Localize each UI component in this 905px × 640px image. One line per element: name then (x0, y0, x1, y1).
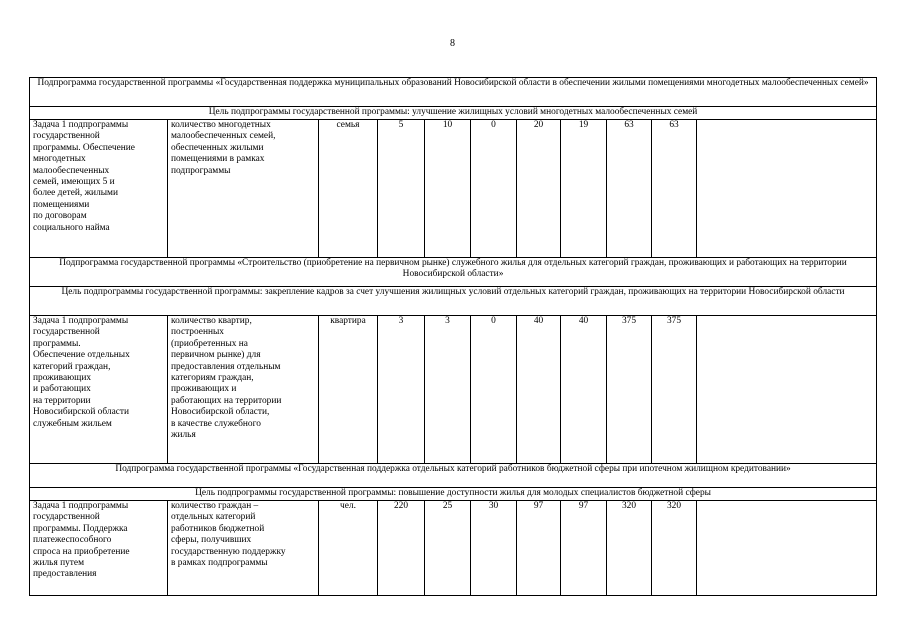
note-cell (697, 316, 877, 464)
indicator-text-line: жилья (171, 430, 196, 441)
table-row (30, 501, 877, 596)
task-text-line: служебным жильем (33, 418, 112, 429)
unit-cell: семья (319, 120, 378, 258)
value-cell: 375 (607, 316, 652, 464)
task-text-line: семей, имеющих 5 и (33, 177, 115, 188)
note-cell (697, 501, 877, 596)
indicator-text-line: работников бюджетной (171, 523, 265, 534)
indicator-text-line: количество многодетных (171, 120, 271, 130)
indicator-text-line: обеспеченных жилыми (171, 142, 264, 153)
value-cell: 220 (378, 501, 425, 596)
indicator-text-line: работающих на территории (171, 395, 282, 406)
indicator-text-line: построенных (171, 327, 224, 338)
indicator-text-line: предоставления отдельным (171, 361, 281, 372)
task-text-line: государственной (33, 131, 100, 142)
task-text-line: более детей, жилыми (33, 188, 118, 199)
task-text-line: программы. Обеспечение (33, 142, 135, 153)
value-cell: 0 (471, 316, 517, 464)
indicator-text-line: отдельных категорий (171, 512, 256, 523)
value-cell: 63 (607, 120, 652, 258)
goal-header: Цель подпрограммы государственной программы: улучшение жилищных условий многодетных малообеспеченных семей (30, 107, 877, 120)
subprogram-header: Подпрограмма государственной программы «Строительство (приобретение на первичном рынке) служебного жилья для отдельных категорий граждан, проживающих и работающих на территории Новосибирской области» (30, 258, 877, 287)
value-cell: 10 (425, 120, 471, 258)
indicator-text-line: Новосибирской области, (171, 407, 270, 418)
indicator-text-line: сферы, получивших (171, 535, 252, 546)
task-text-line: Задача 1 подпрограммы (33, 120, 129, 130)
indicator-text-line: (приобретенных на (171, 338, 248, 349)
goal-header: Цель подпрограммы государственной программы: закрепление кадров за счет улучшения жилищных условий отдельных категорий граждан, проживающих на территории Новосибирской области (30, 287, 877, 316)
value-cell: 30 (471, 501, 517, 596)
unit-cell: квартира (319, 316, 378, 464)
task-text-line: государственной (33, 512, 100, 523)
task-cell (30, 316, 168, 464)
indicator-cell (168, 120, 319, 258)
task-text-line: Новосибирской области (33, 407, 130, 418)
value-cell: 40 (561, 316, 607, 464)
task-cell (30, 501, 168, 596)
task-text-line: платежеспособного (33, 535, 112, 546)
task-text-line: программы. Поддержка (33, 523, 128, 534)
value-cell: 19 (561, 120, 607, 258)
task-text-line: программы. (33, 338, 81, 349)
value-cell: 320 (652, 501, 697, 596)
indicator-text-line: государственную поддержку (171, 546, 286, 557)
indicator-text-line: малообеспеченных семей, (171, 131, 276, 142)
subprogram-header: Подпрограмма государственной программы «Государственная поддержка муниципальных образований Новосибирской области в обеспечении жилыми помещениями многодетных малообеспеченных семей» (30, 78, 877, 107)
task-text-line: предоставления (33, 569, 97, 580)
table-row (30, 316, 877, 464)
value-cell: 63 (652, 120, 697, 258)
task-text-line: на территории (33, 395, 91, 406)
value-cell: 3 (378, 316, 425, 464)
value-cell: 3 (425, 316, 471, 464)
indicators-table (29, 77, 877, 596)
task-text-line: многодетных (33, 154, 86, 165)
indicator-text-line: подпрограммы (171, 165, 231, 176)
indicator-text-line: в рамках подпрограммы (171, 558, 268, 569)
value-cell: 20 (517, 120, 561, 258)
goal-header: Цель подпрограммы государственной программы: повышение доступности жилья для молодых специалистов бюджетной сферы (30, 488, 877, 501)
task-text-line: спроса на приобретение (33, 546, 130, 557)
page-number: 8 (450, 38, 455, 49)
task-text-line: Задача 1 подпрограммы (33, 316, 129, 326)
task-text-line: по договорам (33, 211, 87, 222)
value-cell: 25 (425, 501, 471, 596)
task-text-line: проживающих (33, 373, 92, 384)
indicator-cell (168, 501, 319, 596)
task-text-line: Обеспечение отдельных (33, 350, 130, 361)
task-text-line: и работающих (33, 384, 91, 395)
task-cell (30, 120, 168, 258)
value-cell: 40 (517, 316, 561, 464)
subprogram-header: Подпрограмма государственной программы «Государственная поддержка отдельных категорий работников бюджетной сферы при ипотечном жилищном кредитовании» (30, 464, 877, 488)
task-text-line: социального найма (33, 222, 110, 233)
value-cell: 375 (652, 316, 697, 464)
value-cell: 0 (471, 120, 517, 258)
value-cell: 97 (561, 501, 607, 596)
task-text-line: жилья путем (33, 558, 84, 569)
task-text-line: категорий граждан, (33, 361, 111, 372)
indicator-text-line: в качестве служебного (171, 418, 261, 429)
value-cell: 97 (517, 501, 561, 596)
value-cell: 320 (607, 501, 652, 596)
task-text-line: малообеспеченных (33, 165, 110, 176)
indicator-text-line: помещениями в рамках (171, 154, 265, 165)
task-text-line: Задача 1 подпрограммы (33, 501, 129, 511)
table-row (30, 120, 877, 258)
indicator-text-line: проживающих и (171, 384, 237, 395)
indicator-text-line: количество граждан – (171, 501, 259, 511)
indicator-text-line: категориям граждан, (171, 373, 254, 384)
indicator-text-line: первичном рынке) для (171, 350, 261, 361)
note-cell (697, 120, 877, 258)
unit-cell: чел. (319, 501, 378, 596)
task-text-line: государственной (33, 327, 100, 338)
indicator-text-line: количество квартир, (171, 316, 252, 326)
indicator-cell (168, 316, 319, 464)
value-cell: 5 (378, 120, 425, 258)
task-text-line: помещениями (33, 199, 90, 210)
